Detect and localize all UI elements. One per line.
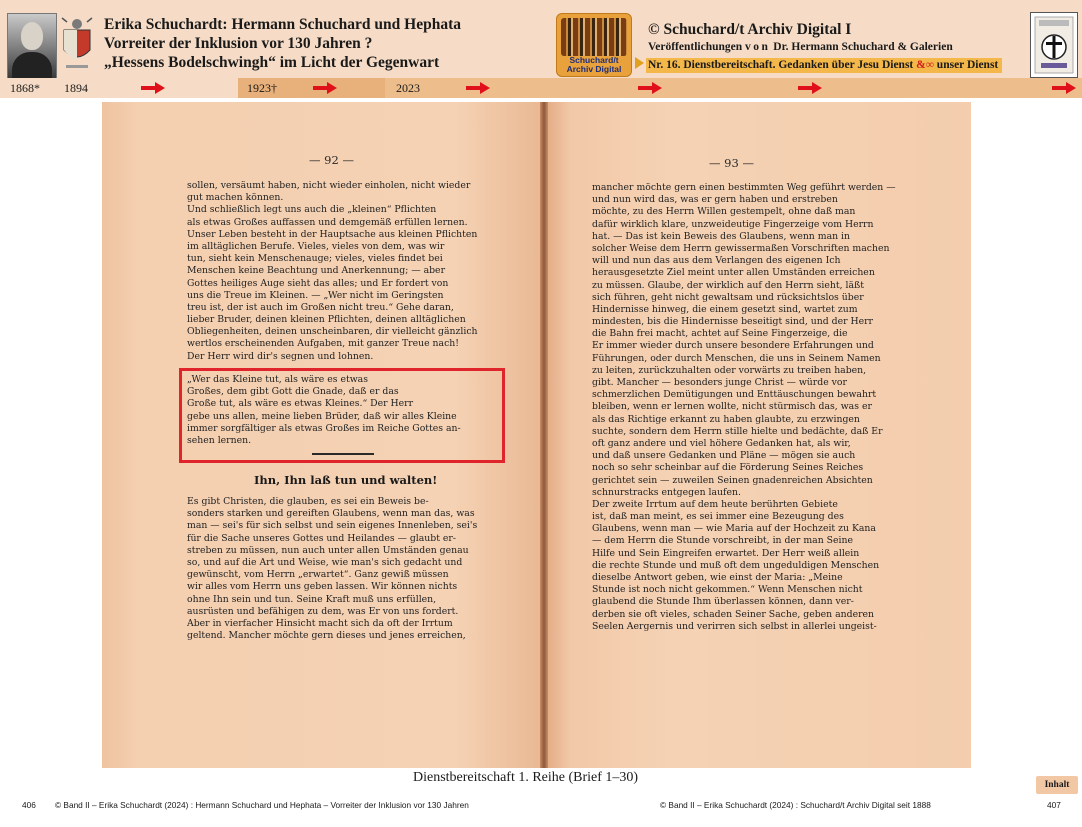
text-line: — dem Herrn die Stunde vorschreibt, in der man Seine bbox=[592, 535, 853, 547]
text-line: treu ist, der ist auch im Großen nicht treu.“ Gehe daran, bbox=[187, 301, 454, 313]
text-line: Der Herr wird dir's segnen und lohnen. bbox=[187, 350, 374, 362]
timeline-arrow-icon bbox=[141, 82, 165, 94]
text-line: schmerzlichen Demütigungen und Enttäuschungen bewahrt bbox=[592, 389, 877, 401]
title-line-3: „Hessens Bodelschwingh“ im Licht der Gegenwart bbox=[104, 54, 440, 71]
text-line: und daß unsere Gedanken und Pläne — mögen sie auch bbox=[592, 450, 856, 462]
text-line: sollen, versäumt haben, nicht wieder einholen, nicht wieder bbox=[187, 180, 471, 191]
text-line: bleiben, wenn er lernen wollte, nicht stürmisch das, was er bbox=[592, 401, 872, 413]
text-line: man — sei's für sich selbst und sein eigenes Innenleben, sei's bbox=[187, 520, 478, 532]
text-line: Menschen keine Beachtung und Anerkennung; — aber bbox=[187, 265, 446, 277]
portrait-image bbox=[7, 13, 57, 79]
text-line: immer sorgfältiger als etwas Großes im Reiche Gottes an- bbox=[187, 422, 461, 434]
section-heading: Ihn, Ihn laß tun und walten! bbox=[254, 473, 438, 487]
text-line: mancher möchte gern einen bestimmten Weg geführt werden — bbox=[592, 182, 896, 193]
text-line: Glaubens, wenn man — wie Maria auf der Hochzeit zu Kana bbox=[592, 523, 876, 535]
timeline-year-1868: 1868* bbox=[10, 81, 40, 95]
text-line: Der zweite Irrtum auf dem heute berührten Gebiete bbox=[592, 498, 838, 510]
text-line: die Bahn frei macht, achtet auf Seine Fingerzeige, die bbox=[592, 328, 848, 340]
left-page-number-footer: 406 bbox=[22, 800, 36, 810]
text-line: ausrüsten und befähigen zu dem, was Er von uns fordert. bbox=[187, 605, 459, 617]
text-line: für die Sache unseres Gottes und Heilandes — glaubt er- bbox=[187, 532, 457, 544]
text-line: streben zu müssen, nun auch unter allen Umständen genau bbox=[187, 544, 469, 556]
timeline-arrow-icon bbox=[638, 82, 662, 94]
text-line: Obliegenheiten, deinen unscheinbaren, dir vielleicht gänzlich bbox=[187, 326, 478, 338]
timeline-year-1923: 1923† bbox=[247, 81, 277, 95]
text-line: sehen lernen. bbox=[187, 434, 252, 446]
text-line: Seelen Aergernis und verirren sich selbst in allerlei ungeist- bbox=[592, 620, 877, 632]
archive-subtitle: Veröffentlichungen von Dr. Hermann Schuchard & Galerien bbox=[648, 41, 953, 53]
left-text-bottom bbox=[187, 496, 499, 642]
text-line: sich führen, geht nicht gewaltsam und rücksichtslos über bbox=[592, 291, 864, 303]
text-line: im alltäglichen Berufe. Vieles, vieles von dem, was wir bbox=[187, 240, 445, 252]
header-banner bbox=[0, 0, 1082, 98]
text-line: wertlos erscheinenden Aufgaben, mit ganzer Treue nach! bbox=[187, 338, 459, 350]
title-line-2: Vorreiter der Inklusion vor 130 Jahren ? bbox=[104, 35, 373, 52]
right-text bbox=[592, 182, 900, 633]
text-line: hat. — Das ist kein Beweis des Glaubens, wenn man in bbox=[592, 230, 851, 242]
right-page-number-footer: 407 bbox=[1047, 800, 1061, 810]
text-line: solcher Weise dem Herrn gewissermaßen Vorschriften machen bbox=[592, 242, 890, 254]
hephata-cross-logo[interactable] bbox=[1030, 12, 1078, 78]
text-line: als etwas Großes auffassen und demgemäß erfüllen lernen. bbox=[187, 216, 468, 228]
timeline-arrow-icon bbox=[313, 82, 337, 94]
text-line: Es gibt Christen, die glauben, es sei ein Beweis be- bbox=[187, 496, 429, 507]
title-line-1: Erika Schuchardt: Hermann Schuchard und Hephata bbox=[104, 16, 461, 33]
text-line: Großes, dem gibt Gott die Gnade, daß er das bbox=[187, 386, 399, 398]
text-line: ist, daß man meint, es sei immer eine Bezeugung des bbox=[592, 511, 844, 523]
archive-title: © Schuchard/t Archiv Digital I bbox=[648, 21, 852, 38]
text-line: Hilfe und Sein Eingreifen erwartet. Der Herr weiß allein bbox=[592, 547, 860, 559]
text-line: oft ganz andere und viel höhere Gedanken hat, als wir, bbox=[592, 437, 851, 449]
text-line: gut machen können. bbox=[187, 192, 284, 204]
left-text-top bbox=[187, 180, 499, 363]
text-line: Stunde ist noch nicht gekommen.“ Wenn Menschen nicht bbox=[592, 584, 863, 596]
timeline-year-1894: 1894 bbox=[64, 81, 88, 95]
timeline-arrow-icon bbox=[466, 82, 490, 94]
text-line: wir alles vom Herrn uns geben lassen. Wir können nichts bbox=[187, 581, 458, 593]
highlight-frame bbox=[179, 368, 505, 463]
archive-info bbox=[648, 21, 1002, 73]
text-line: zu müssen. Glaube, der wirklich auf den Herrn sieht, läßt bbox=[592, 279, 864, 291]
text-line: gibt. Mancher — besonders junge Christ — würde vor bbox=[592, 377, 847, 388]
left-page-number: — 92 — bbox=[309, 153, 354, 167]
section-divider bbox=[312, 453, 374, 455]
text-line: mindesten, bis die Hindernisse beseitigt sind, und der Herr bbox=[592, 316, 873, 328]
image-caption: Dienstbereitschaft 1. Reihe (Brief 1–30) bbox=[413, 770, 639, 785]
text-line: schnurstracks entgegen laufen. bbox=[592, 486, 741, 498]
text-line: dafür wirklich klare, unzweideutige Fingerzeige vom Herrn bbox=[592, 218, 874, 230]
text-line: als das Richtige erkannt zu haben glaubte, zu erzwingen bbox=[592, 413, 860, 425]
text-line: Aber in vierfacher Hinsicht macht sich da oft der Irrtum bbox=[187, 617, 453, 629]
text-line: „Wer das Kleine tut, als wäre es etwas bbox=[187, 374, 368, 385]
text-line: Er immer wieder durch unsere besondere Erfahrungen und bbox=[592, 340, 874, 352]
text-line: gewünscht, vom Herrn „erwartet“. Ganz gewiß müssen bbox=[187, 569, 449, 581]
right-footer-credit: © Band II – Erika Schuchardt (2024) : Schuchard/t Archiv Digital seit 1888 bbox=[660, 800, 931, 810]
coat-of-arms-icon bbox=[58, 16, 96, 74]
table-of-contents-button[interactable]: Inhalt bbox=[1036, 776, 1078, 794]
text-line: möchte, zu des Herrn Willen gestempelt, ohne daß man bbox=[592, 206, 856, 218]
text-line: so, und auf die Art und Weise, wie man's sich gedacht und bbox=[187, 556, 463, 568]
text-line: Große tut, als wäre es etwas Kleines.“ Der Herr bbox=[187, 398, 414, 410]
text-line: dieselbe Antwort geben, wie einst der Maria: „Meine bbox=[592, 572, 843, 583]
text-line: derben sie oft vieles, schaden Seiner Sache, geben anderen bbox=[592, 608, 875, 620]
timeline-bar bbox=[0, 78, 1082, 98]
book-scan bbox=[102, 102, 971, 768]
text-line: Hindernisse hinweg, die einem gesetzt sind, wartet zum bbox=[592, 303, 858, 315]
timeline-year-2023: 2023 bbox=[396, 81, 420, 95]
text-line: uns die Treue im Kleinen. — „Wer nicht im Geringsten bbox=[187, 289, 444, 301]
timeline-arrow-icon bbox=[1052, 82, 1076, 94]
pointer-arrow-icon bbox=[635, 57, 644, 69]
text-line: geltend. Mancher möchte gern dieses und jenes erreichen, bbox=[187, 630, 466, 642]
publication-title bbox=[104, 15, 461, 72]
text-line: ohne Ihn sein und tun. Seine Kraft muß uns erfüllen, bbox=[187, 593, 437, 605]
text-line: Gottes heiliges Auge sieht das alles; und Er fordert von bbox=[187, 277, 449, 289]
text-line: glaubend die Stunde Ihm überlassen können, dann ver- bbox=[592, 596, 854, 608]
text-line: suchte, sondern dem Herrn stille hielte und bedächte, daß Er bbox=[592, 425, 883, 437]
series-label: Nr. 16. Dienstbereitschaft. Gedanken über Jesu Dienst &∞ unser Dienst bbox=[646, 58, 1002, 73]
text-line: will und nun das aus dem Verlangen des eigenen Ich bbox=[592, 255, 841, 267]
book-gutter bbox=[540, 102, 548, 768]
text-line: Unser Leben besteht in der Hauptsache aus kleinen Pflichten bbox=[187, 228, 478, 240]
text-line: lieber Bruder, deinen kleinen Pflichten, deinen alltäglichen bbox=[187, 314, 466, 326]
text-line: und nun wird das, was er gern haben und erstreben bbox=[592, 194, 838, 206]
timeline-arrow-icon bbox=[798, 82, 822, 94]
text-line: sonders starken und gereiften Glaubens, wenn man das, was bbox=[187, 508, 475, 520]
left-footer-credit: © Band II – Erika Schuchardt (2024) : Hermann Schuchard und Hephata – Vorreiter der Inklusion vor 130 Jahren bbox=[55, 800, 469, 810]
text-line: tun, sieht kein Menschenauge; vieles, vieles findet bei bbox=[187, 253, 443, 265]
text-line: gerichtet sein — zuweilen Seinen gnadenreichen Absichten bbox=[592, 474, 873, 486]
text-line: herausgesetzte Ziel meint unter allen Umständen erreichen bbox=[592, 267, 875, 279]
text-line: gebe uns allen, meine lieben Brüder, daß wir alles Kleine bbox=[187, 410, 457, 422]
text-line: zu leiten, zurückzuhalten oder vorwärts zu treiben haben, bbox=[592, 364, 867, 376]
text-line: Und schließlich legt uns auch die „kleinen“ Pflichten bbox=[187, 204, 437, 216]
text-line: Führungen, oder durch Menschen, die uns in Seinem Namen bbox=[592, 352, 881, 364]
archive-logo[interactable]: Schuchard/t Archiv Digital bbox=[556, 13, 632, 77]
text-line: die rechte Stunde und muß oft dem ungeduldigen Menschen bbox=[592, 559, 880, 571]
text-line: noch so sehr scheinbar auf die Förderung Seines Reiches bbox=[592, 462, 864, 474]
right-page-number: — 93 — bbox=[709, 156, 754, 170]
